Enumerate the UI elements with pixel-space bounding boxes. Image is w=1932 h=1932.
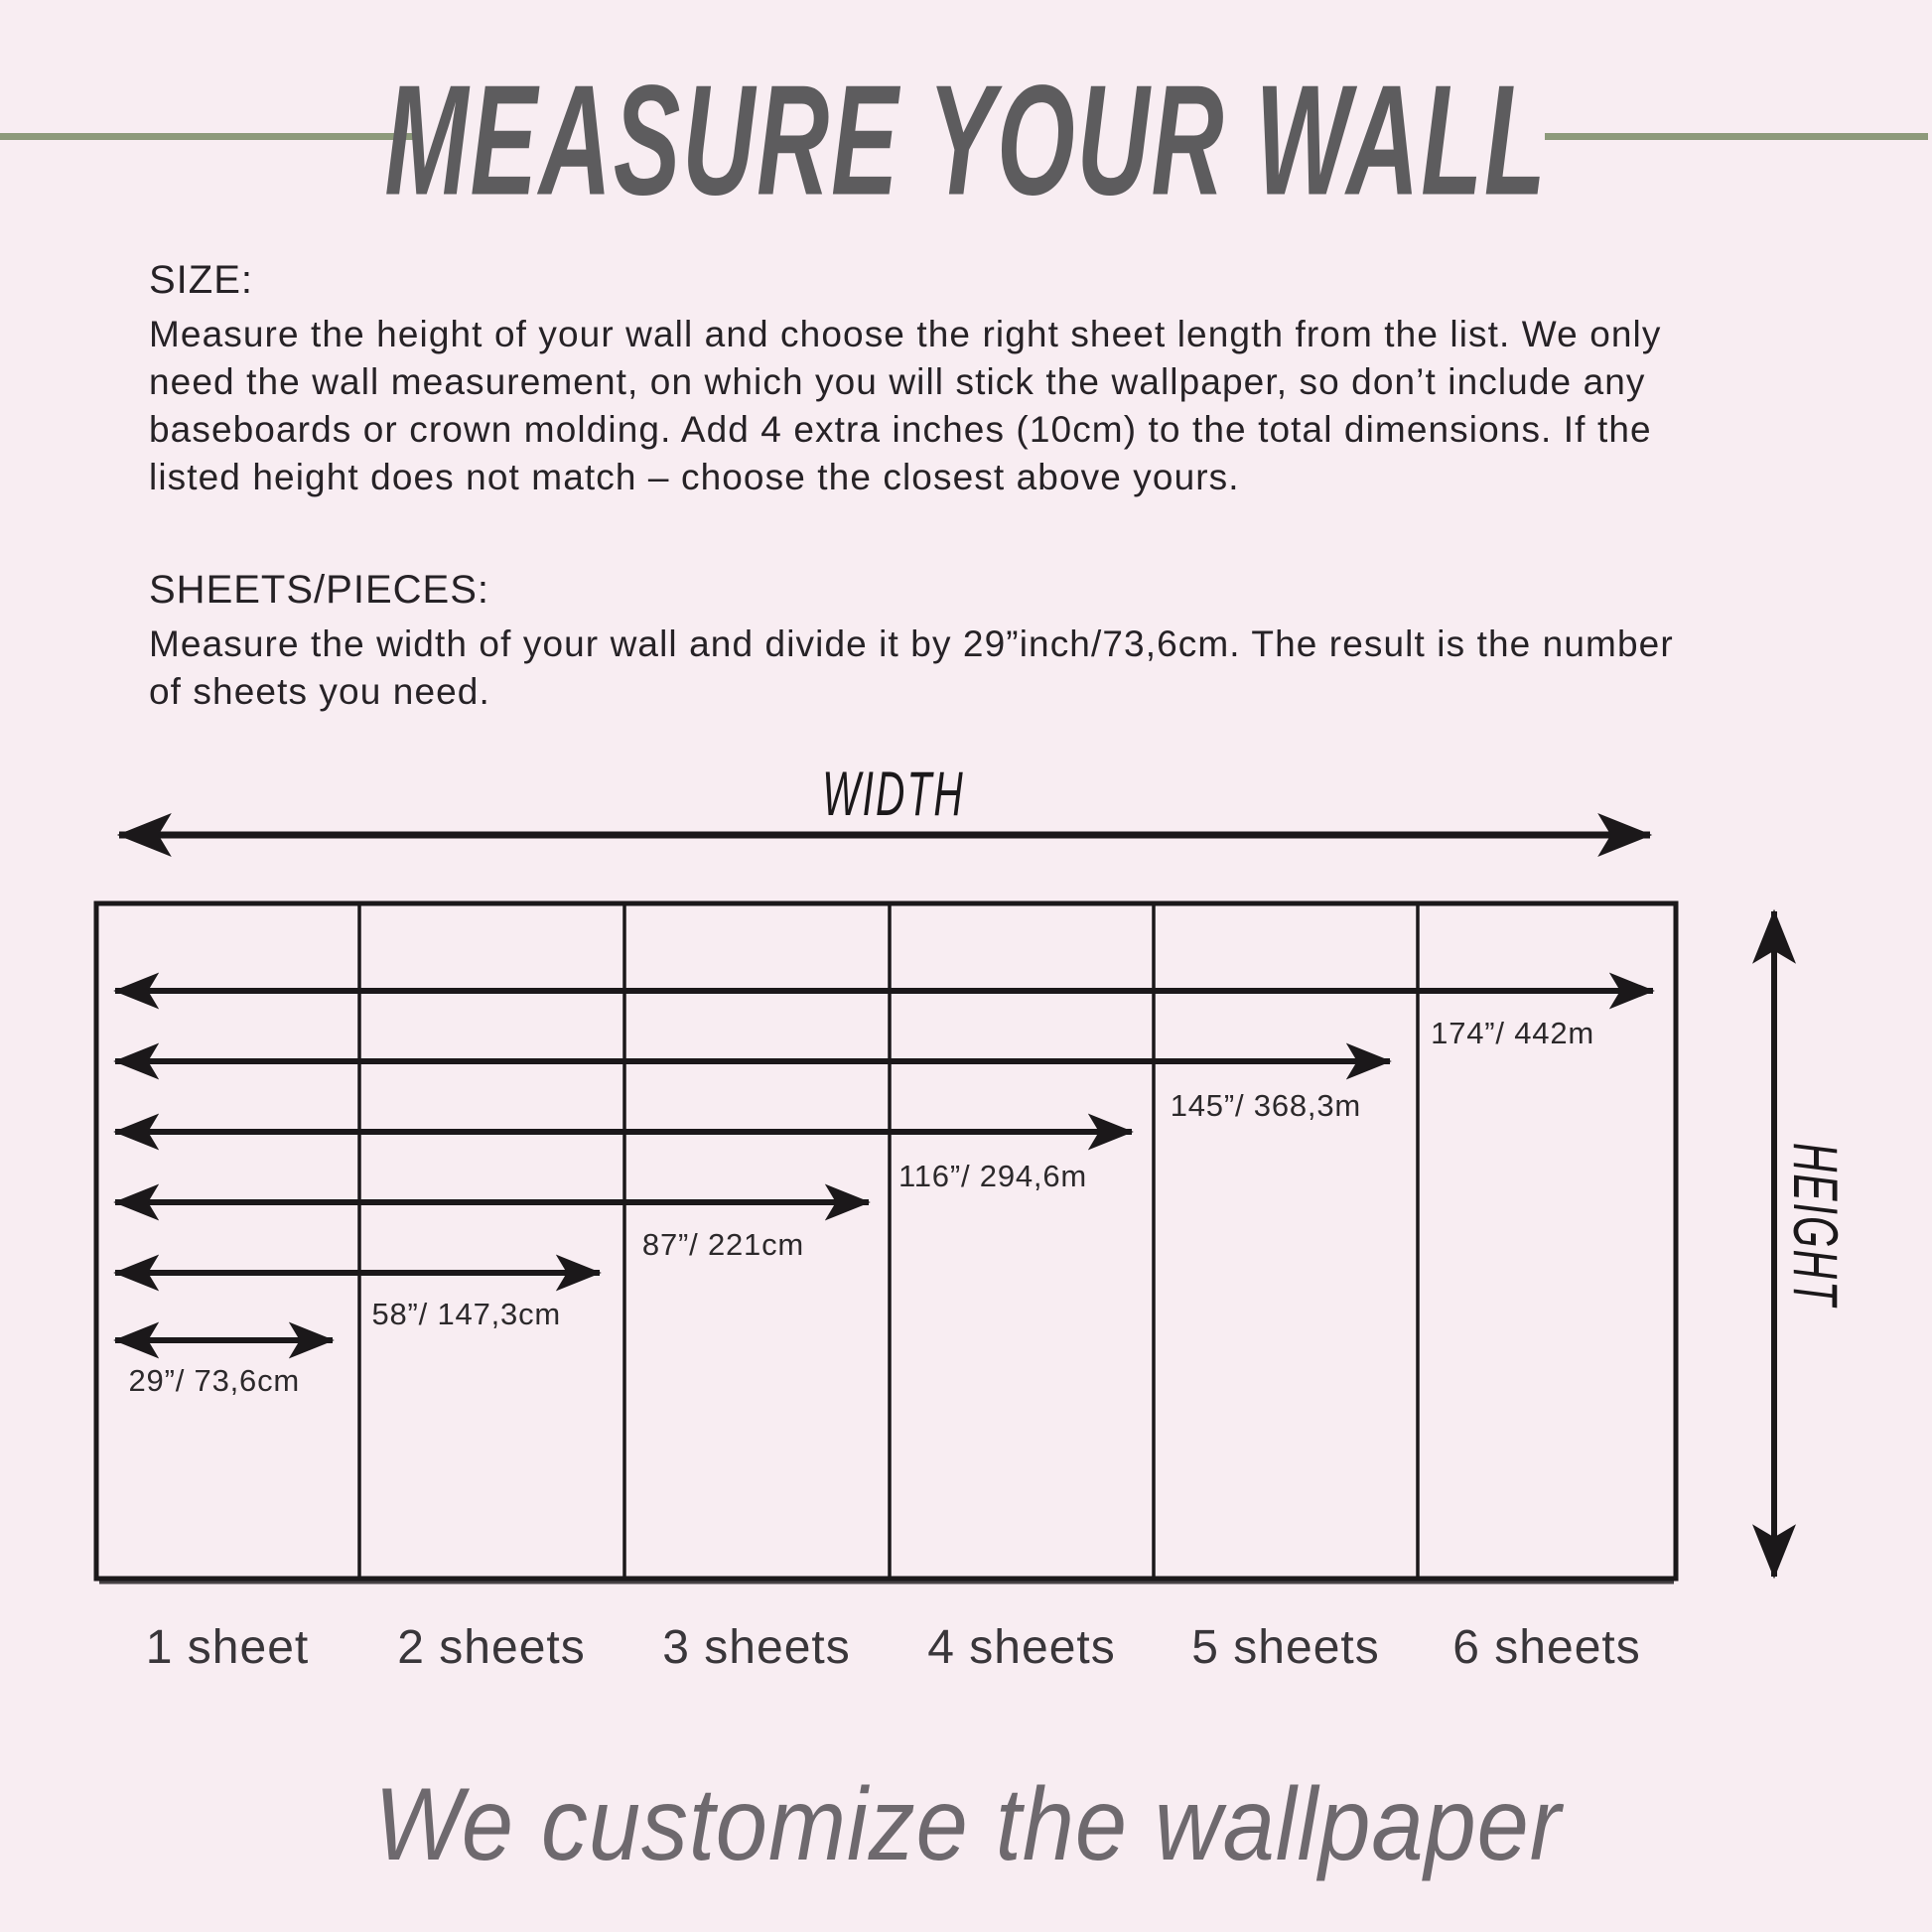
measurement-label: 29”/ 73,6cm [128, 1363, 300, 1398]
footer-tagline: We customize the wallpaper [374, 1766, 1562, 1882]
width-axis-label: WIDTH [822, 759, 965, 830]
paragraph-line: baseboards or crown molding. Add 4 extra inches (10cm) to the total dimensions. If the [149, 409, 1652, 450]
sheet-count-label: 1 sheet [145, 1621, 310, 1674]
paragraph-line: Measure the height of your wall and choose the right sheet length from the list. We only [149, 314, 1662, 354]
measurement-label: 58”/ 147,3cm [371, 1297, 561, 1331]
measurement-label: 174”/ 442m [1431, 1016, 1594, 1050]
measurement-label: 145”/ 368,3m [1170, 1088, 1361, 1123]
sheet-count-label: 4 sheets [927, 1621, 1116, 1674]
sheet-count-label: 6 sheets [1452, 1621, 1641, 1674]
sheet-count-label: 3 sheets [662, 1621, 851, 1674]
paragraph-line: Measure the width of your wall and divide it by 29”inch/73,6cm. The result is the number [149, 623, 1674, 664]
height-axis-label: HEIGHT [1779, 1143, 1851, 1308]
measurement-label: 87”/ 221cm [641, 1227, 804, 1262]
wall-outline [96, 903, 1676, 1579]
sheets-heading: SHEETS/PIECES: [149, 568, 489, 612]
paragraph-line: need the wall measurement, on which you will stick the wallpaper, so don’t include any [149, 361, 1646, 402]
sheet-count-label: 2 sheets [397, 1621, 586, 1674]
paragraph-line: listed height does not match – choose the closest above yours. [149, 457, 1240, 497]
paragraph-line: of sheets you need. [149, 671, 490, 712]
sheet-count-label: 5 sheets [1191, 1621, 1380, 1674]
size-heading: SIZE: [149, 258, 254, 302]
page-title: MEASURE YOUR WALL [384, 53, 1548, 228]
measurement-label: 116”/ 294,6m [898, 1159, 1087, 1193]
